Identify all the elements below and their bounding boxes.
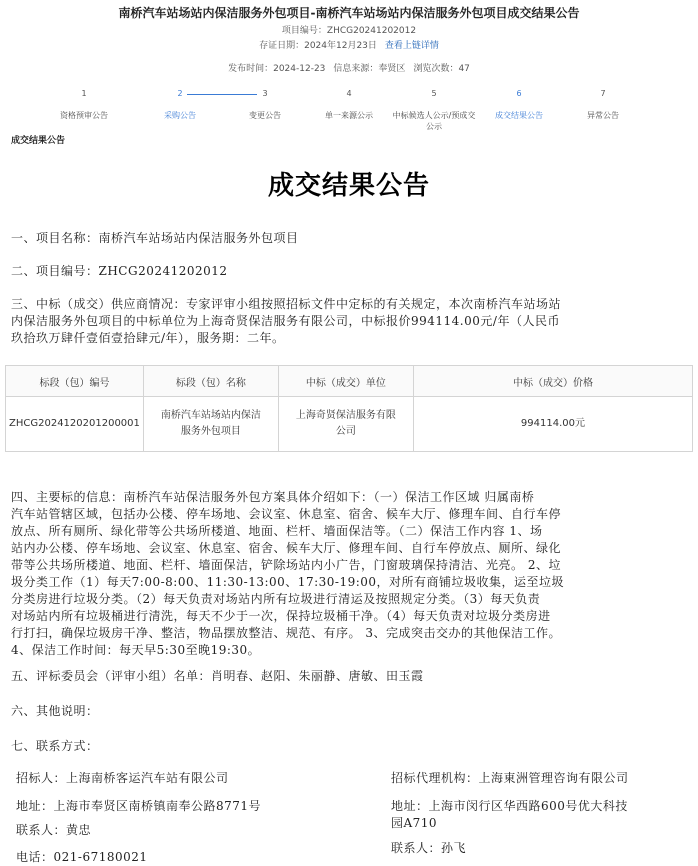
section-committee: 五、评标委员会（评审小组）名单：肖明春、赵阳、朱丽静、唐敏、田玉霞 bbox=[11, 669, 424, 683]
col-header-unit: 中标（成交）单位 bbox=[278, 366, 413, 397]
step-single-source[interactable]: 4 单一来源公示 bbox=[325, 89, 373, 120]
expiry-label: 存证日期： bbox=[259, 41, 305, 51]
tenderer-phone: 电话：021-67180021 bbox=[16, 850, 148, 864]
tenderer-address: 地址：上海市奉贤区南桥镇南奉公路8771号 bbox=[16, 799, 262, 813]
col-header-code: 标段（包）编号 bbox=[6, 366, 144, 397]
step-abnormal[interactable]: 7 异常公告 bbox=[587, 89, 619, 120]
page-header bbox=[0, 0, 698, 77]
step-candidate[interactable]: 5 中标候选人公示/预成交 公示 bbox=[392, 89, 476, 131]
col-header-name: 标段（包）名称 bbox=[143, 366, 278, 397]
views-count: 47 bbox=[458, 64, 470, 74]
cell-name: 南桥汽车站场站内保洁 服务外包项目 bbox=[143, 397, 278, 452]
table-row bbox=[6, 397, 693, 452]
publish-line bbox=[0, 62, 698, 77]
cell-code: ZHCG2024120201200001 bbox=[6, 397, 144, 452]
cell-price: 994114.00元 bbox=[413, 397, 692, 452]
expiry-line bbox=[0, 39, 698, 54]
publish-time: 2024-12-23 bbox=[273, 64, 326, 74]
section-supplier: 三、中标（成交）供应商情况：专家评审小组按照招标文件中定标的有关规定，本次南桥汽车站场站 内保洁服务外包项目的中标单位为上海奇贤保洁服务有限公司，中标报价994114.00元/年（人民币 玖拾玖万肆仟壹佰壹拾肆元/年），服务期：二年。 bbox=[11, 297, 562, 345]
project-code: ZHCG20241202012 bbox=[326, 26, 417, 36]
tenderer-contact: 联系人：黄忠 bbox=[16, 823, 92, 837]
section-project-code: 二、项目编号：ZHCG20241202012 bbox=[11, 264, 228, 278]
step-result[interactable]: 6 成交结果公告 bbox=[495, 89, 543, 120]
section-main-info: 四、主要标的信息：南桥汽车站保洁服务外包方案具体介绍如下：（一）保洁工作区域 归属南桥 汽车站管辖区域，包括办公楼、停车场地、会议室、休息室、宿舍、候车大厅、修理车间、自行车停 放点、所有厕所、绿化带等公共场所楼道、地面、栏杆、墙面保洁等。（二）保洁工作内容 1、场 站内办公楼、停车场地、会议室、休息室、宿舍、候车大厅、修理车间、自行车停放点、厕所、绿化 带等公共场所楼道、地面、栏杆、墙面保洁，铲除场站内小广告，门窗玻璃保持清洁、光亮。 2、垃 圾分类工作（1）每天7:00-8:00、11:30-13:00、17:30-19:00，对所有商铺垃圾收集，运至垃圾 分类房进行垃圾分类。（2）每天负责对场站内所有垃圾进行清运及按照规定分类。（3）每天负责 对场站内所有垃圾桶进行清洗，每天不少于一次，保持垃圾桶干净。（4）每天负责对垃圾分类房进 行打扫，确保垃圾房干净、整洁，物品摆放整洁、规范、有序。 3、完成突击交办的其他保洁工作。 4、保洁工作时间：每天早5:30至晚19:30。 bbox=[11, 490, 565, 657]
section-tag: 成交结果公告 bbox=[11, 136, 66, 146]
section-other: 六、其他说明： bbox=[11, 704, 99, 718]
agency-contact: 联系人：孙飞 bbox=[391, 841, 467, 855]
tenderer-name: 招标人：上海南桥客运汽车站有限公司 bbox=[16, 771, 229, 785]
agency-name: 招标代理机构：上海東洲管理咨询有限公司 bbox=[391, 771, 629, 785]
agency-address: 地址：上海市闵行区华西路600号优大科技 园A710 bbox=[391, 799, 628, 830]
chain-detail-link[interactable]: 查看上链详情 bbox=[384, 41, 439, 51]
col-header-price: 中标（成交）价格 bbox=[413, 366, 692, 397]
publish-label: 发布时间： bbox=[228, 64, 274, 74]
section-project-name: 一、项目名称：南桥汽车站场站内保洁服务外包项目 bbox=[11, 231, 299, 245]
page-title: 南桥汽车站场站内保洁服务外包项目-南桥汽车站场站内保洁服务外包项目成交结果公告 bbox=[118, 6, 580, 20]
source-label: 信息来源： bbox=[333, 64, 379, 74]
project-code-line bbox=[0, 24, 698, 39]
doc-title: 成交结果公告 bbox=[267, 171, 430, 201]
step-procurement[interactable]: 2 采购公告 bbox=[164, 89, 196, 120]
source: 奉贤区 bbox=[378, 64, 406, 74]
contact-block bbox=[11, 770, 691, 863]
step-change[interactable]: 3 变更公告 bbox=[249, 89, 281, 120]
cell-unit: 上海奇贤保洁服务有限 公司 bbox=[278, 397, 413, 452]
project-code-label: 项目编号： bbox=[281, 26, 327, 36]
step-prequalification[interactable]: 1 资格预审公告 bbox=[60, 89, 108, 120]
section-contact: 七、联系方式： bbox=[11, 739, 99, 753]
expiry-date: 2024年12月23日 bbox=[304, 41, 377, 51]
result-table bbox=[5, 365, 693, 452]
views-label: 浏览次数： bbox=[413, 64, 459, 74]
process-steps bbox=[0, 88, 698, 136]
table-header-row bbox=[6, 366, 693, 397]
